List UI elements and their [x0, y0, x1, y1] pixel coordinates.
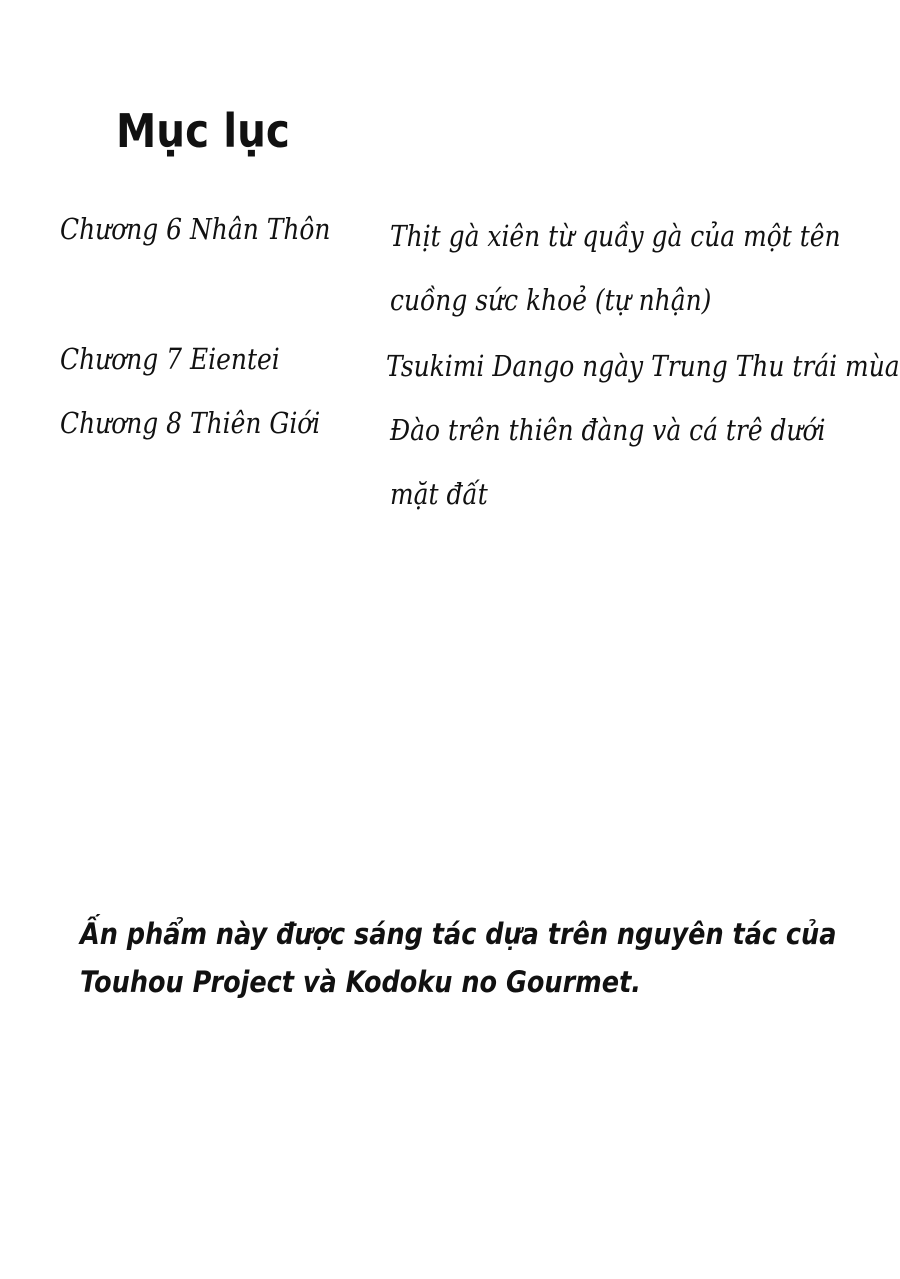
dish-title-line: Thịt gà xiên từ quầy gà của một tên — [390, 219, 841, 253]
chapter-name: Chương 8 Thiên Giới — [60, 406, 321, 440]
dish-title-line: cuồng sức khoẻ (tự nhận) — [390, 283, 712, 317]
dish-title-line: Đào trên thiên đàng và cá trê dưới — [390, 413, 826, 447]
source-credit-note — [80, 910, 836, 1006]
note-line: Ấn phẩm này được sáng tác dựa trên nguyên tác của — [80, 917, 837, 951]
dish-title — [390, 398, 826, 526]
chapter-name: Chương 7 Eientei — [60, 342, 280, 376]
page-title: Mục lục — [116, 104, 290, 158]
dish-title — [390, 204, 841, 332]
chapter-name: Chương 6 Nhân Thôn — [60, 212, 331, 246]
dish-title-line: mặt đất — [390, 477, 488, 511]
note-line: Touhou Project và Kodoku no Gourmet. — [80, 965, 641, 999]
dish-title — [386, 334, 900, 398]
dish-title-line: Tsukimi Dango ngày Trung Thu trái mùa — [386, 349, 900, 383]
